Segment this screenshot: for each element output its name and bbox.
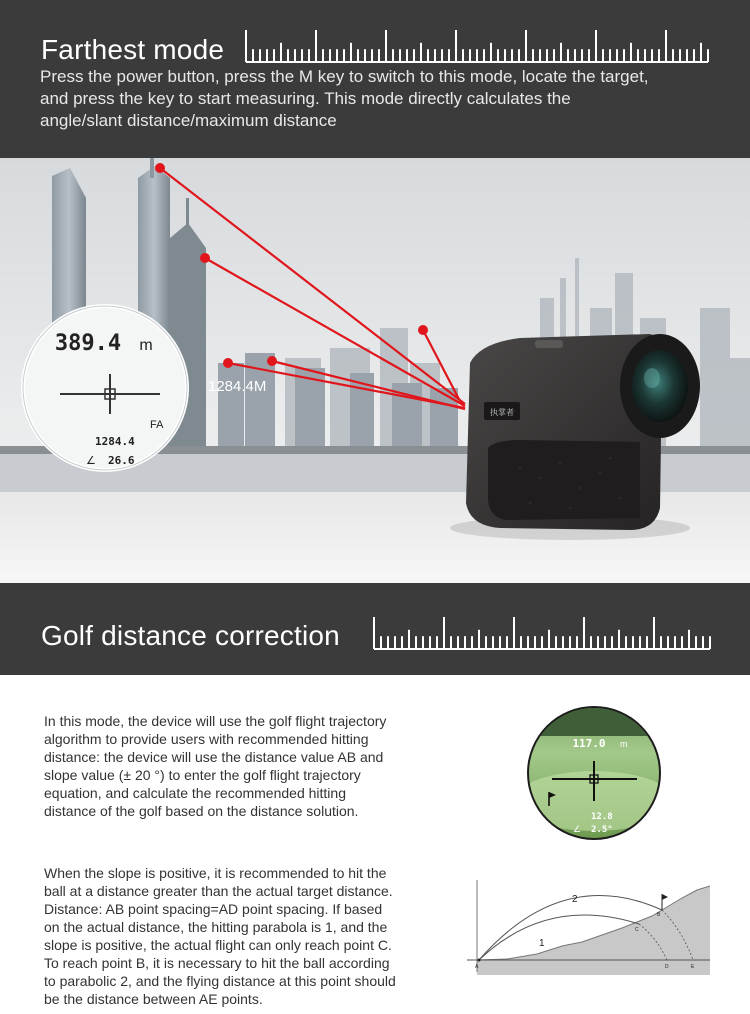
rangefinder-display: [23, 306, 187, 470]
paragraph-line: slope value (± 20 °) to enter the golf flight trajectory: [44, 767, 361, 783]
distance-overlay-label: 1284.4M: [208, 378, 267, 395]
paragraph-line: ball at a distance greater than the actual target distance.: [44, 883, 393, 899]
paragraph-line: on the actual distance, the hitting parabola is 1, and the: [44, 919, 388, 935]
paragraph-line: Distance: AB point spacing=AD point spacing. If based: [44, 901, 383, 917]
point-label-b: B: [657, 912, 661, 918]
paragraph-line: distance of the golf based on the distance solution.: [44, 803, 359, 819]
point-label-c: C: [635, 927, 639, 933]
angle-symbol: ∠: [86, 454, 96, 467]
point-label-e: E: [691, 964, 695, 970]
paragraph-line: distance: the device will use the distance value AB and: [44, 749, 384, 765]
golf-distance-header: [0, 583, 750, 675]
display-mode: FA: [150, 419, 164, 431]
paragraph-line: slope is positive, the actual flight can only reach point C.: [44, 937, 392, 953]
parabola-label-2: 2: [572, 894, 578, 905]
scope-distance: 117.0: [572, 737, 606, 750]
golf-mode-explanation: [44, 712, 386, 820]
description-line: and press the key to start measuring. This mode directly calculates the: [40, 89, 571, 108]
section-title-farthest-mode: Farthest mode: [41, 34, 225, 65]
trajectory-diagram: [467, 880, 710, 975]
slope-explanation: [44, 864, 396, 1008]
ruler-decoration: [244, 30, 710, 64]
paragraph-line: In this mode, the device will use the golf flight trajectory: [44, 713, 387, 729]
scope-unit: m: [620, 739, 628, 749]
display-angle: 26.6: [108, 454, 135, 467]
display-unit: m: [139, 337, 153, 354]
scope-angle: 2.5°: [591, 825, 613, 835]
paragraph-line: to parabolic 2, and the flying distance at this point should: [44, 973, 396, 989]
display-distance: 389.4: [54, 331, 122, 356]
device-brand: 执掌者: [490, 408, 514, 417]
paragraph-line: equation, and calculate the recommended hitting: [44, 785, 346, 801]
paragraph-line: To reach point B, it is necessary to hit the ball according: [44, 955, 390, 971]
golf-scope-view: [527, 706, 661, 840]
paragraph-line: be the distance between AE points.: [44, 991, 263, 1007]
description-line: angle/slant distance/maximum distance: [40, 111, 337, 130]
parabola-label-1: 1: [539, 938, 545, 949]
ruler-decoration: [372, 617, 712, 651]
skyline-hero-image: [0, 158, 750, 583]
paragraph-line: When the slope is positive, it is recommended to hit the: [44, 865, 387, 881]
section-title-golf-distance: Golf distance correction: [41, 620, 340, 651]
angle-symbol: ∠: [573, 825, 582, 835]
farthest-mode-header: [0, 0, 750, 158]
point-label-d: D: [665, 964, 669, 970]
description-line: Press the power button, press the M key to switch to this mode, locate the target,: [40, 67, 649, 86]
scope-corrected-distance: 12.8: [591, 812, 613, 822]
point-label-a: A: [475, 964, 479, 970]
farthest-mode-description: [40, 66, 740, 132]
display-secondary: 1284.4: [95, 435, 135, 448]
paragraph-line: algorithm to provide users with recommended hitting: [44, 731, 369, 747]
